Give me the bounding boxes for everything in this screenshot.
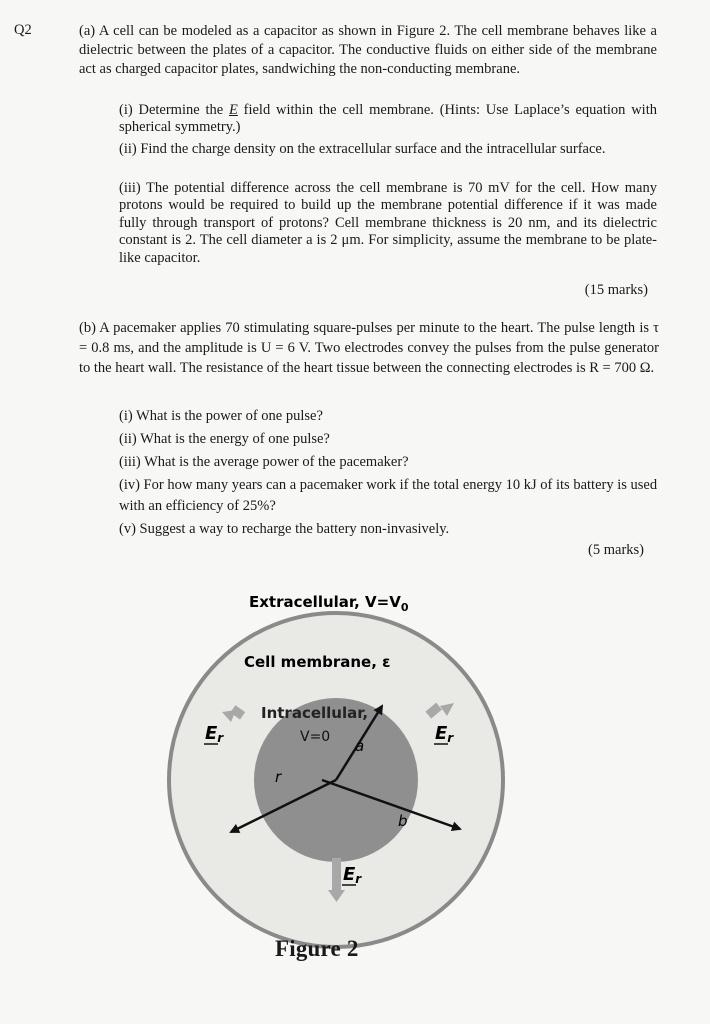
part-a-intro: (a) A cell can be modeled as a capacitor as shown in Figure 2. The cell membrane behaves like a dielectric between the plates of a capacitor. The conductive fluids on either side of the membrane act as charged capacitor plates, sandwiching the non-conducting membrane. [79,23,657,78]
part-a-question-ii: (ii) Find the charge density on the extracellular surface and the intracellular surface. [119,141,606,157]
field-label-left: Er [205,723,224,745]
part-b-question-i: (i) What is the power of one pulse? [119,408,323,424]
field-label-bottom: Er [343,864,362,886]
part-b-marks: (5 marks) [588,542,644,558]
part-b-question-v: (v) Suggest a way to recharge the battery non-invasively. [119,521,450,537]
part-b-intro: (b) A pacemaker applies 70 stimulating square-pulses per minute to the heart. The pulse length is τ = 0.8 ms, and the amplitude is U = 6 V. Two electrodes convey the pulses from the pulse generator to the heart wall. The resistance of the heart tissue between the connecting electrodes is R = 700 Ω. [79,320,659,376]
label-a: a [355,737,365,755]
label-r: r [275,768,282,786]
part-a-question-i-end: field within the cell membrane. (Hints: Use Laplace’s equation with spherical symmetry.) [119,102,657,136]
field-arrow-down-shaft [332,858,341,892]
part-a-marks: (15 marks) [584,282,648,298]
part-a-question-iii: (iii) The potential difference across the cell membrane is 70 mV for the cell. How many protons would be required to build up the membrane potential difference if it was made fully through transport of protons? Cell membrane thickness is 20 nm, and its dielectric constant is 2. The cell diameter a is 2 μm. For simplicity, assume the membrane to be plate-like capacitor. [119,180,657,266]
extracellular-label: Extracellular, $V=V_0$ [249,593,409,614]
intracellular-potential: V=0 [300,729,331,745]
question-number: Q2 [14,22,32,38]
figure-caption: Figure 2 [275,936,359,961]
part-b-question-ii: (ii) What is the energy of one pulse? [119,431,330,447]
intracellular-label: Intracellular, [261,704,369,722]
membrane-label: Cell membrane, ε [244,653,391,671]
label-b: b [398,812,408,830]
part-b-question-iv: (iv) For how many years can a pacemaker work if the total energy 10 kJ of its battery is used with an efficiency of 25%? [119,477,658,514]
part-b-question-iii: (iii) What is the average power of the pacemaker? [119,454,409,470]
e-field-symbol: E [228,102,238,118]
field-label-right: Er [435,723,454,745]
part-a-question-i-start: (i) Determine the [119,102,229,118]
